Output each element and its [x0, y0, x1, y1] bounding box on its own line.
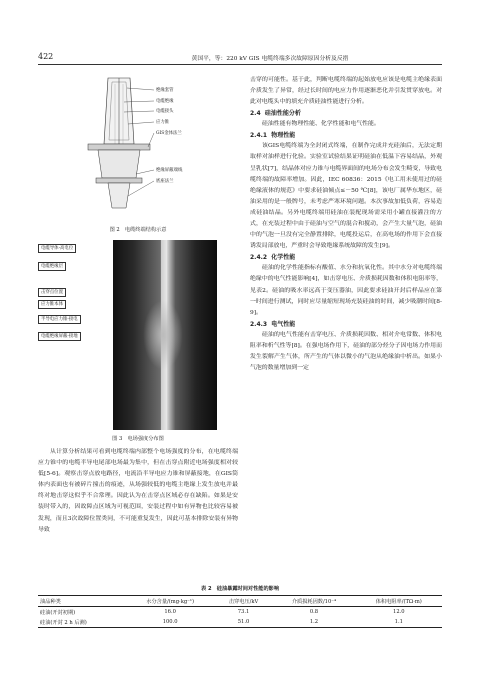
paragraph: 硅油的电气性能有击穿电压、介质损耗因数、相对介电常数、体积电阻率和析气性等[8]。在强电场作用下，硅油的部分烃分子因电场力作用而发生裂解产生气体，所产生的气体以微小的气泡从绝缘油中析出。如果小气泡的数量增加到一定: [250, 331, 442, 372]
paragraph: 该GIS电缆终端为全封闭式终端，在制作完成并充硅油后，无法定期取样对油样进行化验。实验室试验结果证明硅油在低温下容易结晶，外观呈乳状[7]，结晶体对应力锥与电缆界面间的电场分布会发生畸变，导致电缆终端的故障率增加。因此，IEC 60836：2015《电工用未使用过的硅绝缘液体的规范》中要求硅油倾点≤－50 ℃[8]，该电厂属华东地区，硅油采用的是一般牌号，未考虑严寒环境问题。本次事故加低负荷，容易造成硅油结晶。另外电缆终端用硅油在装配现场需采用小罐直接灌注的方式，在充装过程中由于硅油与空气的混合和搅动，会产生大量气泡，硅油中的气泡一旦没有完全静置排除，电缆投运后，在高电场的作用下会直接诱发局部放电，严重时会导致绝缘系统故障的发生[9]。: [250, 143, 442, 250]
column-header: 水分含量/(mg·kg⁻¹): [126, 596, 215, 607]
table-header-row: [38, 596, 442, 607]
fig2-label: GIS金体法兰: [156, 131, 182, 136]
column-header: 击穿电压/kV: [215, 596, 273, 607]
section-heading: 2.4.2 化学性能: [250, 254, 296, 262]
table-row: [38, 617, 442, 628]
fig2-label: 绝缘套管: [156, 88, 174, 93]
page-number: 422: [38, 52, 54, 61]
figure-3: [38, 240, 238, 443]
table-cell: 100.0: [126, 617, 215, 628]
right-column: [250, 75, 442, 374]
running-title: 黄国平，等：220 kV GIS 电缆终端多次故障原因分析及反措: [191, 56, 349, 62]
fig2-label: 电缆接头: [156, 109, 174, 114]
left-paragraph: 从计算分析结果可看到电缆终端内部整个电场强度的分布，在电缆终端应力锥中的电缆半导电尾部电场最为集中，但在击穿点附近电场强度相对较低[5-6]。观察击穿点放电路径，电流沿半导电应力锥和屏蔽接地，在GIS筒体内表面也有被碎片撞击的痕迹，从场强较低的电缆主绝缘上发生放电并最终对地击穿这似乎不合常理。因此认为在击穿点区域必存在缺陷。如果是安装时带入的，因故障点区域为可视范围，安装过程中如有异物也比较容易被发现，而且3次故障位置类同，不可能重复发生，因此可基本排除安装有异物导致: [38, 449, 238, 533]
left-column: [38, 74, 238, 536]
figure-2: [38, 74, 238, 234]
column-header: 油品种类: [38, 596, 126, 607]
figure-3-caption: 图 3 电场强度分布图: [112, 436, 164, 442]
table-cell: 73.1: [237, 609, 250, 615]
right-intro-paragraph: 击穿的可能性。基于此，判断电缆终端的起始放电应该是电缆主绝缘表面介质发生了异常，经过长时间的电应力作用逐渐恶化并引发贯穿放电。对此对电缆头中的填充介质硅油性能进行分析。: [250, 77, 442, 106]
paragraph: 硅油性能有物理性能、化学性能和电气性能。: [262, 121, 380, 128]
table-cell: 1.1: [356, 617, 442, 628]
data-table: [38, 595, 442, 628]
figure-2-caption: 图 2 电缆终端结构示意: [109, 227, 167, 233]
fig2-label: 绝缘屏蔽端线: [156, 168, 183, 173]
fig3-label: 应力锥本体: [38, 300, 66, 309]
fig2-label: 电缆绝缘: [156, 99, 174, 104]
table-cell: 硅油(开封 2 h 后测): [38, 617, 126, 628]
fig2-label: 应力锥: [156, 120, 170, 125]
section-heading: 2.4 硅油性能分析: [250, 110, 301, 118]
fig3-label: 电缆绝缘层: [38, 262, 66, 271]
table-row: [38, 607, 442, 618]
fig3-label: 电缆导体-高电位: [38, 244, 76, 253]
paragraph: 硅油的化学性能指标有酸值、水分和抗氧化性。其中水分对电缆终端绝缘中的电气性能影响[4]，如击穿电压、介质损耗因数和体积电阻率等，见表2。硅油的吸水率远高于变压器油，因此要求硅油开封后样品应在第一时间进行测试，同时应尽量缩短现场充装硅油的时间，减少吸潮时间[8-9]。: [250, 265, 442, 316]
table-cell: 51.0: [215, 617, 273, 628]
section-heading: 2.4.3 电气性能: [250, 320, 296, 328]
table-2: [38, 585, 442, 628]
column-header: 体积电阻率/(TΩ·m): [356, 596, 442, 607]
field-distribution-image: [113, 240, 217, 430]
column-header: 介质损耗因数/10⁻⁴: [272, 596, 355, 607]
table-cell: 12.0: [393, 609, 405, 615]
table-cell: 16.0: [164, 609, 176, 615]
section-heading: 2.4.1 物理性能: [250, 132, 296, 140]
table-cell: 0.8: [309, 609, 319, 615]
table-caption: 表 2 硅油暴露时间对性能的影响: [200, 586, 280, 592]
page-header: [38, 52, 442, 65]
fig3-label: 半导电应力锥-接电: [38, 315, 81, 324]
cable-terminal-drawing: [38, 74, 238, 224]
fig3-label: 电缆绝缘屏蔽-接地: [38, 332, 81, 341]
table-cell: 1.2: [272, 617, 355, 628]
fig3-label: 击穿点位置: [38, 288, 66, 297]
table-cell: 硅油(开封初期): [40, 609, 76, 616]
fig2-label: 底座法兰: [156, 179, 174, 184]
